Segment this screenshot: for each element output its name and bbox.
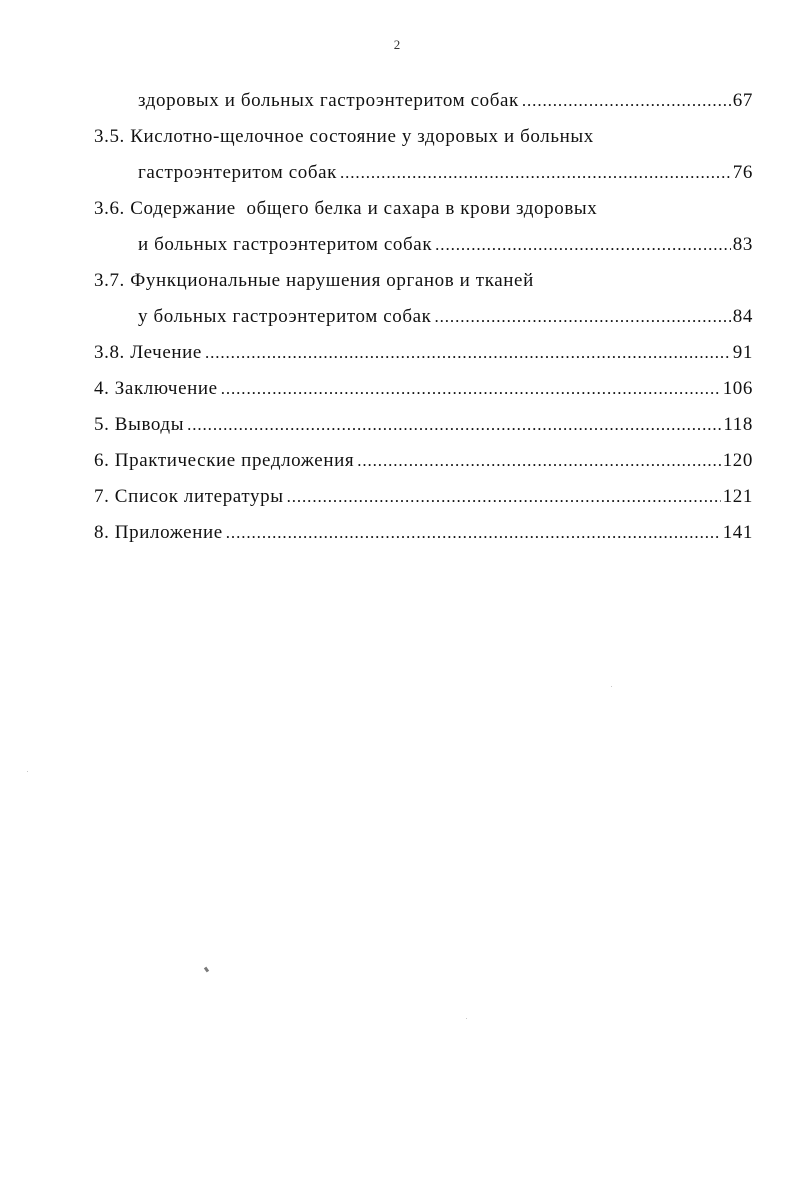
toc-entry-6 <box>94 446 753 476</box>
toc-entry-5 <box>94 410 753 440</box>
toc-entry-text: у больных гастроэнтеритом собак <box>138 306 432 327</box>
scan-speck <box>204 967 209 973</box>
toc-entry-3-7 <box>94 266 534 296</box>
toc-entry-3-5 <box>94 122 594 152</box>
toc-entry-text: 3.5. Кислотно-щелочное состояние у здоровых и больных <box>94 126 594 147</box>
page-number: 2 <box>393 37 401 52</box>
toc-entry-text: 3.6. Содержание общего белка и сахара в крови здоровых <box>94 198 598 219</box>
toc-entry-page: 84 <box>732 306 753 327</box>
toc-entry-page: 91 <box>732 342 753 363</box>
toc-entry-page: 118 <box>723 414 753 435</box>
toc-leader-dots <box>226 518 721 548</box>
toc-leader-dots <box>357 446 720 476</box>
toc-entry-page: 76 <box>732 162 753 183</box>
toc-entry-8 <box>94 518 753 548</box>
scan-speck <box>27 771 28 772</box>
toc-leader-dots <box>434 302 730 332</box>
toc-entry-text: 5. Выводы <box>94 414 185 435</box>
toc-entry-3-7-continuation <box>138 302 753 332</box>
toc-entry-3-8 <box>94 338 753 368</box>
toc-leader-dots <box>522 86 731 116</box>
toc-entry-text: и больных гастроэнтеритом собак <box>138 234 433 255</box>
toc-entry-3-6 <box>94 194 597 224</box>
toc-entry-page: 83 <box>732 234 753 255</box>
toc-entry-page: 67 <box>732 90 753 111</box>
toc-entry-text: 4. Заключение <box>94 378 218 399</box>
toc-entry-text: здоровых и больных гастроэнтеритом собак <box>138 90 519 111</box>
toc-leader-dots <box>340 158 731 188</box>
toc-leader-dots <box>205 338 731 368</box>
toc-entry-text: 6. Практические предложения <box>94 450 355 471</box>
toc-entry-text: 3.7. Функциональные нарушения органов и тканей <box>94 270 534 291</box>
toc-entry-page: 121 <box>722 486 753 507</box>
toc-entry-page: 141 <box>722 522 753 543</box>
toc-entry-4 <box>94 374 753 404</box>
toc-entry-page: 106 <box>722 378 753 399</box>
toc-entry-3-5-continuation <box>138 158 753 188</box>
toc-entry-text: гастроэнтеритом собак <box>138 162 337 183</box>
toc-entry-7 <box>94 482 753 512</box>
toc-entry-text: 3.8. Лечение <box>94 342 202 363</box>
scan-speck <box>466 1018 467 1019</box>
toc-entry-page: 120 <box>722 450 753 471</box>
toc-entry-text: 8. Приложение <box>94 522 223 543</box>
scan-speck <box>611 686 612 687</box>
toc-leader-dots <box>187 410 721 440</box>
toc-leader-dots <box>435 230 731 260</box>
toc-leader-dots <box>221 374 721 404</box>
toc-entry-3-4-continuation <box>138 86 753 116</box>
toc-entry-text: 7. Список литературы <box>94 486 284 507</box>
toc-leader-dots <box>287 482 721 512</box>
toc-entry-3-6-continuation <box>138 230 753 260</box>
